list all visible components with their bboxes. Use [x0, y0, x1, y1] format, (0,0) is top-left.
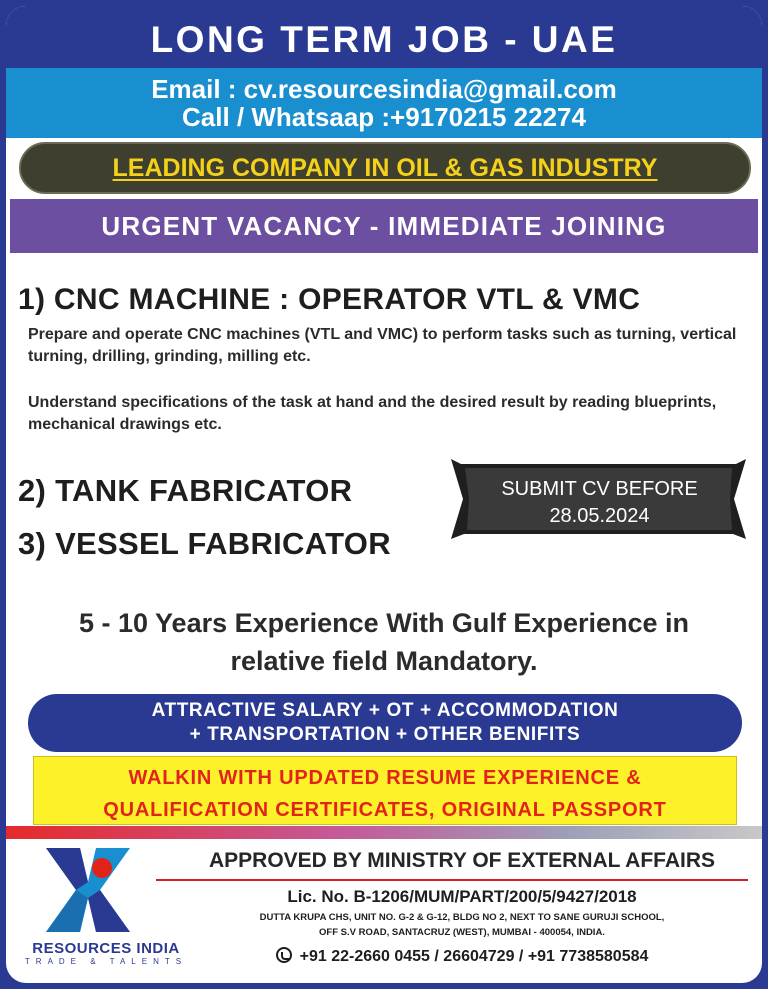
- walkin-line-1: WALKIN WITH UPDATED RESUME EXPERIENCE &: [128, 767, 642, 789]
- licence-number: Lic. No. B-1206/MUM/PART/200/5/9427/2018: [287, 887, 637, 906]
- job-description-2: Understand specifications of the task at hand and the desired result by reading blueprints, mechanical drawings etc.: [28, 394, 717, 433]
- job-poster: [6, 6, 762, 983]
- benefits-line-1: ATTRACTIVE SALARY + OT + ACCOMMODATION: [151, 700, 619, 721]
- job-title-vessel-fabricator: 3) VESSEL FABRICATOR: [18, 526, 391, 561]
- contact-phone[interactable]: Call / Whatsaap :+9170215 22274: [182, 102, 586, 132]
- company-tagline: LEADING COMPANY IN OIL & GAS INDUSTRY: [112, 154, 658, 182]
- benefits-line-2: + TRANSPORTATION + OTHER BENIFITS: [189, 724, 581, 745]
- experience-line-2: relative field Mandatory.: [230, 646, 538, 676]
- poster-title: LONG TERM JOB - UAE: [150, 19, 618, 60]
- job-title-cnc-operator: 1) CNC MACHINE : OPERATOR VTL & VMC: [18, 283, 641, 316]
- footer-phones: [196, 946, 728, 968]
- address-line-2: OFF S.V ROAD, SANTACRUZ (WEST), MUMBAI - 400054, INDIA.: [319, 927, 605, 938]
- urgency-text: URGENT VACANCY - IMMEDIATE JOINING: [101, 211, 667, 241]
- experience-requirement: [36, 604, 732, 680]
- cv-deadline-label: SUBMIT CV BEFORE: [501, 478, 698, 500]
- contact-email[interactable]: Email : cv.resourcesindia@gmail.com: [151, 74, 617, 104]
- experience-line-1: 5 - 10 Years Experience With Gulf Experience in: [78, 608, 690, 638]
- divider-strip: [6, 826, 762, 839]
- approval-statement: APPROVED BY MINISTRY OF EXTERNAL AFFAIRS: [208, 849, 715, 872]
- footer-phone-numbers[interactable]: +91 22-2660 0455 / 26604729 / +91 7738580584: [299, 948, 649, 965]
- cv-deadline-date: 28.05.2024: [549, 505, 650, 527]
- address-line-1: DUTTA KRUPA CHS, UNIT NO. G-2 & G-12, BLDG NO 2, NEXT TO SANE GURUJI SCHOOL,: [259, 912, 665, 923]
- logo-tagline: TRADE & TALENTS: [24, 957, 188, 966]
- job-title-tank-fabricator: 2) TANK FABRICATOR: [18, 473, 353, 508]
- resources-india-logo-icon: [40, 844, 136, 936]
- walkin-line-2: QUALIFICATION CERTIFICATES, ORIGINAL PASSPORT: [103, 799, 667, 821]
- logo-name: RESOURCES INDIA: [32, 940, 180, 957]
- job-description-1: Prepare and operate CNC machines (VTL and VMC) to perform tasks such as turning, vertical turning, drilling, grinding, milling etc.: [28, 326, 737, 365]
- footer-red-rule: [156, 879, 748, 881]
- phone-icon: [276, 947, 292, 963]
